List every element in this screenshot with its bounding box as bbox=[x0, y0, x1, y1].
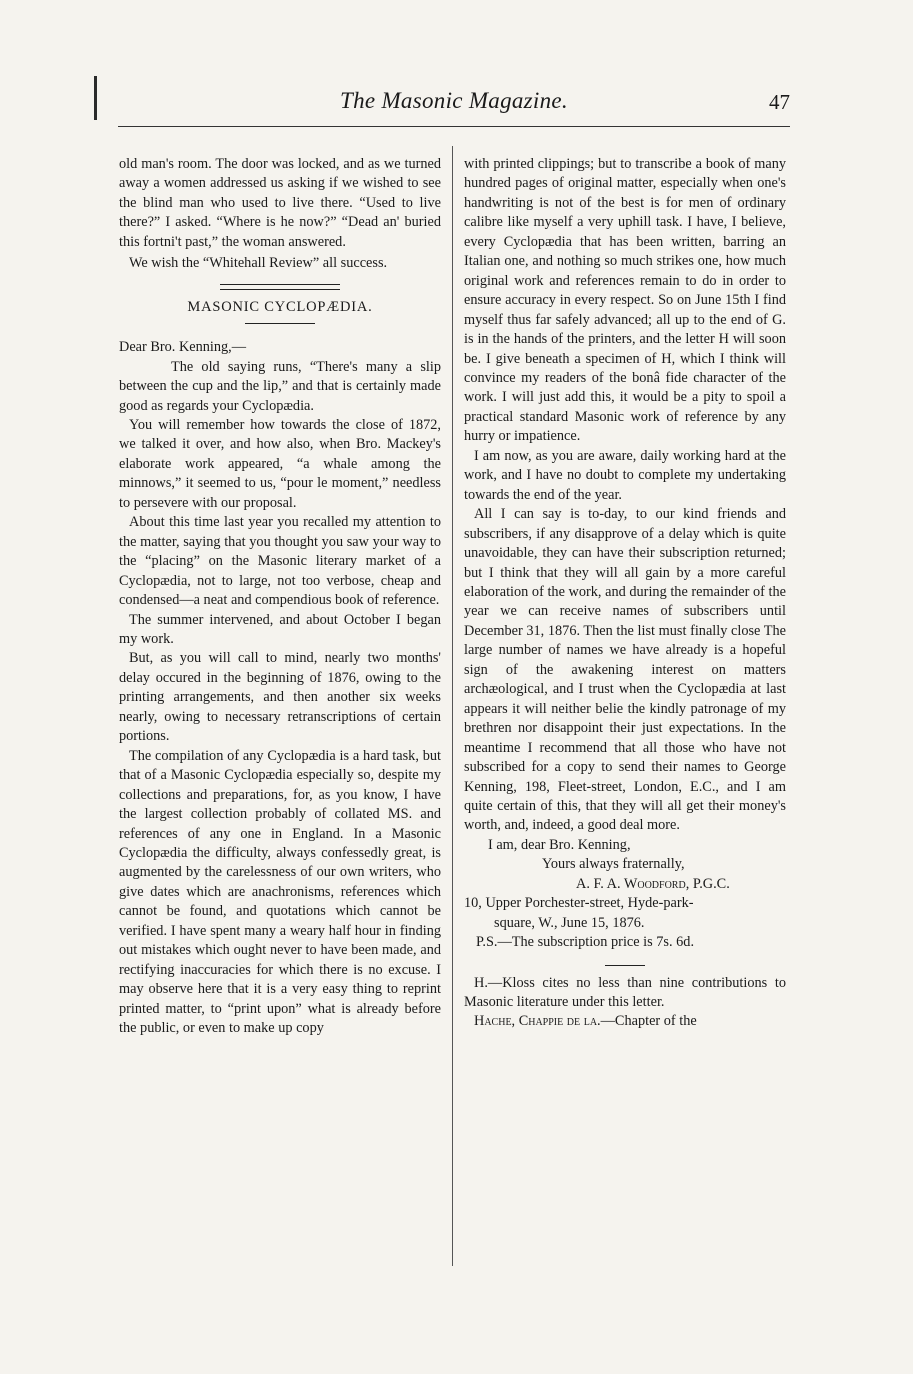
margin-rule bbox=[94, 76, 97, 120]
postscript: P.S.—The subscription price is 7s. 6d. bbox=[476, 934, 695, 951]
signature: A. F. A. Woodford, P.G.C. bbox=[576, 875, 730, 892]
paragraph: The old saying runs, “There's many a slip between the cup and the lip,” and that is certainly made good as regards your Cyclopædia. bbox=[119, 358, 441, 414]
page-header bbox=[118, 88, 790, 118]
heading-rule bbox=[245, 323, 315, 324]
paragraph: I am now, as you are aware, daily working hard at the work, and I have no doubt to complete my undertaking towards the end of the year. bbox=[464, 447, 786, 503]
right-column bbox=[464, 155, 786, 1032]
paragraph: old man's room. The door was locked, and as we turned away a women addressed us asking if we wished to see the blind man who used to live there. “Used to live there?” I asked. “Where is he now?” “Dead an' buried this fortni't past,” the woman answered. bbox=[119, 156, 441, 250]
header-rule bbox=[118, 126, 790, 127]
entry-text: —Chapter of the bbox=[600, 1013, 697, 1030]
closing-line: I am, dear Bro. Kenning, bbox=[488, 836, 631, 853]
column-divider bbox=[452, 146, 453, 1266]
entry-heading: Hache, Chappie de la. bbox=[474, 1013, 601, 1030]
section-divider bbox=[220, 284, 340, 290]
paragraph: The compilation of any Cyclopædia is a hard task, but that of a Masonic Cyclopædia especially so, despite my collections and preparations, for, as you know, I have the largest collection probably of collated MS. and references of any one in England. In a Masonic Cyclopædia the difficulty, always confessedly great, is augmented by the carelessness of our own writers, who give dates which are anachronisms, references which cannot be found, and quotations which cannot be verified. I have spent many a weary half hour in finding out mistakes which ought never to have been made, and rectifying inaccuracies for which there is no excuse. I may observe here that it is a very easy thing to reprint printed matter, to “print upon” what is already before the public, or even to make up copy bbox=[119, 747, 441, 1037]
paragraph: with printed clippings; but to transcribe a book of many hundred pages of original matter, especially when one's handwriting is not of the best is for men of ordinary calibre like myself a very uphill task. I have, I believe, every Cyclopædia that has been written, barring an Italian one, and nothing so much strikes one, how much original work and references remain to do in order to ensure accuracy in every respect. So on June 15th I find myself thus far safely advanced; all up to the end of G. is in the hands of the printers, and the letter H will soon be. I give beneath a specimen of H, which I think will convince my readers of the bonâ fide character of the work. I will just add this, it would be a pity to spoil a practical standard Masonic work of reference by any hurry or impatience. bbox=[464, 156, 786, 445]
paragraph: But, as you will call to mind, nearly two months' delay occured in the beginning of 1876, owing to the printing arrangements, and then another six weeks nearly, owing to necessary retranscriptions of certain portions. bbox=[119, 650, 441, 745]
section-heading: MASONIC CYCLOPÆDIA. bbox=[187, 298, 373, 315]
paragraph: We wish the “Whitehall Review” all success. bbox=[129, 255, 388, 272]
divider bbox=[605, 965, 645, 966]
left-column bbox=[119, 155, 441, 1038]
running-title: The Masonic Magazine. bbox=[340, 88, 568, 113]
closing-line: Yours always fraternally, bbox=[542, 856, 685, 873]
paragraph: You will remember how towards the close of 1872, we talked it over, and how also, when Bro. Mackey's elaborate work appeared, “a whale among the minnows,” it seemed to us, “pour le moment,” needless to persevere with our proposal. bbox=[119, 416, 441, 511]
paragraph: H.—Kloss cites no less than nine contributions to Masonic literature under this letter. bbox=[464, 974, 786, 1011]
entry bbox=[464, 1012, 786, 1031]
page-number: 47 bbox=[769, 90, 790, 114]
address-line: 10, Upper Porchester-street, Hyde-park- bbox=[464, 895, 694, 912]
paragraph: The summer intervened, and about October I began my work. bbox=[119, 611, 441, 647]
salutation: Dear Bro. Kenning,— bbox=[119, 339, 247, 356]
paragraph: About this time last year you recalled my attention to the matter, saying that you thought you saw your way to the “placing” on the Masonic literary market of a Cyclopædia, not to large, not too verbose, cheap and condensed—a neat and compendious book of reference. bbox=[119, 514, 441, 609]
paragraph: All I can say is to-day, to our kind friends and subscribers, if any disapprove of a delay which is quite unavoidable, they can have their subscription returned; but I think that they will all gain by a more careful elaboration of the work, and during the remainder of the year we can receive names of subscribers until December 31, 1876. Then the list must finally close The large number of names we have already is a hopeful sign of the awakening interest on matters archæological, and I trust when the Cyclopædia at last appears it will neither belie the kindly patronage of my brethren nor disappoint their just expectations. In the meantime I recommend that all those who have not subscribed for a copy to send their names to George Kenning, 198, Fleet-street, London, E.C., and I am quite certain of this, that they will all get their money's worth, and, indeed, a good deal more. bbox=[464, 506, 786, 834]
address-line: square, W., June 15, 1876. bbox=[494, 914, 645, 931]
